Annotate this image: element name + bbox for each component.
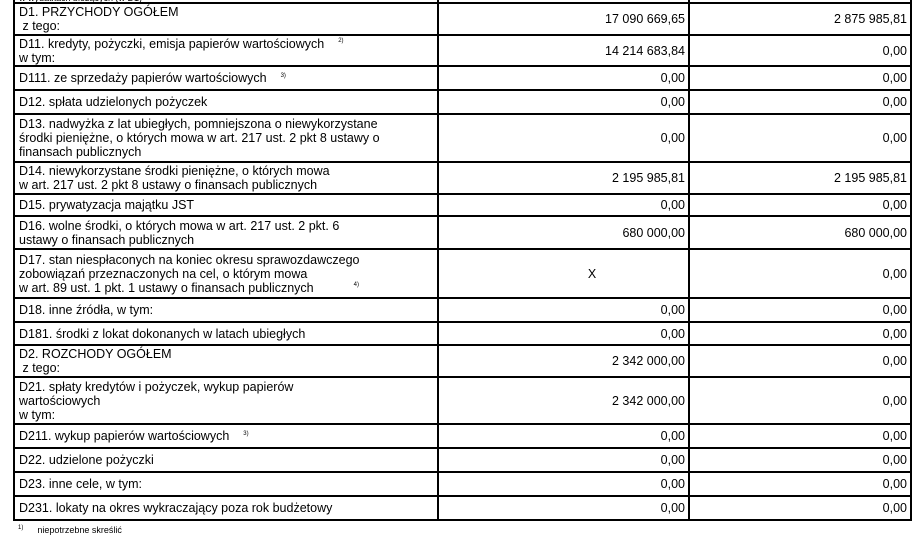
row-label: [14, 249, 438, 298]
exec-value: 0,00: [689, 66, 911, 90]
footnote-ref: 4): [353, 282, 359, 289]
row-label: [14, 35, 438, 66]
label-line: zobowiązań przeznaczonych na cel, o którym mowa: [19, 266, 308, 281]
table-row: [14, 249, 911, 298]
table-row: [14, 162, 911, 194]
row-label: D111. ze sprzedaży papierów wartościowych $^{3)}$: [14, 66, 438, 90]
table-row: [14, 90, 911, 114]
row-label: [14, 377, 438, 424]
exec-value: 2 875 985,81: [689, 3, 911, 35]
label-line: w art. 217 ust. 2 pkt 8 ustawy o finansach publicznych: [19, 178, 318, 192]
exec-value: 0,00: [689, 249, 911, 298]
footnote-ref: 3): [280, 72, 286, 79]
table-row: [14, 194, 911, 216]
plan-value: X: [438, 249, 689, 298]
label-line: wartościowych: [19, 393, 101, 408]
row-label: [14, 345, 438, 377]
label-line: D13. nadwyżka z lat ubiegłych, pomniejszona o niewykorzystane: [19, 117, 378, 131]
row-label: [14, 114, 438, 162]
exec-value: 0,00: [689, 194, 911, 216]
table-row: [14, 298, 911, 322]
plan-value: 2 342 000,00: [438, 377, 689, 424]
table-row: [14, 345, 911, 377]
plan-value: 2 342 000,00: [438, 345, 689, 377]
footnote-text: niepotrzebne skreślić: [37, 525, 122, 535]
exec-value: 0,00: [689, 448, 911, 472]
table-row: [14, 66, 911, 90]
exec-value: 0,00: [689, 114, 911, 162]
plan-value: 0,00: [438, 66, 689, 90]
label-line: D16. wolne środki, o których mowa w art. 217 ust. 2 pkt. 6: [19, 218, 340, 233]
label-line: ustawy o finansach publicznych: [19, 232, 195, 247]
label-line: D2. ROZCHODY OGÓŁEM: [19, 347, 172, 361]
footnote: [18, 525, 122, 535]
label-line: D14. niewykorzystane środki pieniężne, o których mowa: [19, 164, 330, 178]
row-label: D211. wykup papierów wartościowych $^{3)}$: [14, 424, 438, 448]
plan-value: 0,00: [438, 496, 689, 520]
label-line: D17. stan niespłaconych na koniec okresu sprawozdawczego: [19, 252, 360, 267]
table-row: [14, 472, 911, 496]
plan-value: 0,00: [438, 114, 689, 162]
table-row: [14, 35, 911, 66]
label-line: D21. spłaty kredytów i pożyczek, wykup papierów: [19, 379, 294, 394]
label-line: D11. kredyty, pożyczki, emisja papierów wartościowych $^{2)}$: [19, 36, 344, 51]
plan-value: 0,00: [438, 194, 689, 216]
exec-value: 0,00: [689, 298, 911, 322]
label-line: D1. PRZYCHODY OGÓŁEM: [19, 5, 179, 19]
exec-value: 0,00: [689, 472, 911, 496]
plan-value: 0,00: [438, 448, 689, 472]
label-line: środki pieniężne, o których mowa w art. 217 ust. 2 pkt 8 ustawy o: [19, 131, 380, 145]
plan-value: 14 214 683,84: [438, 35, 689, 66]
table-row: [14, 3, 911, 35]
table-row: [14, 496, 911, 520]
exec-value: 0,00: [689, 322, 911, 345]
table-row: [14, 377, 911, 424]
table-row: [14, 216, 911, 249]
row-label: D22. udzielone pożyczki: [14, 448, 438, 472]
label-line: w tym:: [19, 50, 56, 65]
table-row: [14, 322, 911, 345]
plan-value: 680 000,00: [438, 216, 689, 249]
plan-value: 0,00: [438, 90, 689, 114]
row-label: D23. inne cele, w tym:: [14, 472, 438, 496]
budget-table: [13, 0, 912, 521]
row-label: [14, 162, 438, 194]
row-label: D15. prywatyzacja majątku JST: [14, 194, 438, 216]
exec-value: 0,00: [689, 377, 911, 424]
plan-value: 0,00: [438, 298, 689, 322]
table-row: [14, 114, 911, 162]
row-label: [14, 216, 438, 249]
exec-value: 2 195 985,81: [689, 162, 911, 194]
plan-value: 17 090 669,65: [438, 3, 689, 35]
label-line: z tego:: [19, 361, 60, 375]
footnote-mark: 1): [18, 525, 24, 531]
exec-value: 0,00: [689, 496, 911, 520]
row-label: D18. inne źródła, w tym:: [14, 298, 438, 322]
exec-value: 0,00: [689, 90, 911, 114]
exec-value: 0,00: [689, 345, 911, 377]
label-line: w art. 89 ust. 1 pkt. 1 ustawy o finansach publicznych $^{4)}$: [19, 280, 359, 295]
plan-value: 0,00: [438, 424, 689, 448]
exec-value: 0,00: [689, 424, 911, 448]
table-row: [14, 424, 911, 448]
exec-value: 0,00: [689, 35, 911, 66]
label-line: finansach publicznych: [19, 145, 142, 159]
row-label: D231. lokaty na okres wykraczający poza rok budżetowy: [14, 496, 438, 520]
label-line: z tego:: [19, 19, 60, 33]
table-row: [14, 448, 911, 472]
plan-value: 0,00: [438, 322, 689, 345]
exec-value: 680 000,00: [689, 216, 911, 249]
plan-value: 2 195 985,81: [438, 162, 689, 194]
plan-value: 0,00: [438, 472, 689, 496]
label-line: w tym:: [19, 407, 56, 422]
row-label: D181. środki z lokat dokonanych w latach ubiegłych: [14, 322, 438, 345]
footnote-ref: 3): [243, 430, 249, 437]
row-label: [14, 3, 438, 35]
row-label: D12. spłata udzielonych pożyczek: [14, 90, 438, 114]
footnote-ref: 2): [338, 38, 344, 45]
